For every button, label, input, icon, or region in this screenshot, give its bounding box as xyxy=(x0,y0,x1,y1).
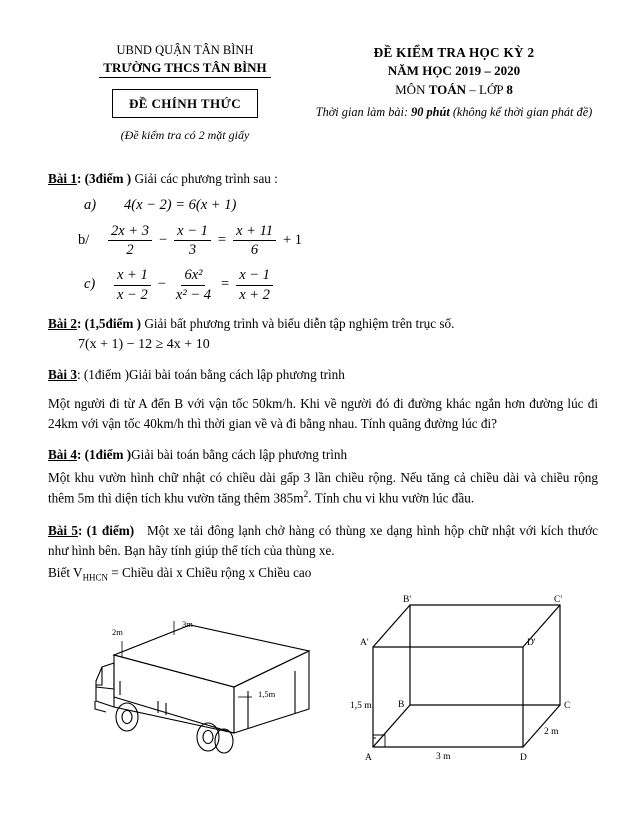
fraction-denominator: x − 2 xyxy=(117,286,148,303)
fraction-denominator: x + 2 xyxy=(239,286,270,303)
question-2-label: Bài 2 xyxy=(48,316,77,332)
fraction-numerator: 2x + 3 xyxy=(108,223,152,242)
question-3-points: : (1điểm ) xyxy=(76,367,129,383)
question-4-body xyxy=(48,468,598,508)
fraction-numerator: 6x² xyxy=(181,267,205,286)
question-4-body-part1: Một khu vườn hình chữ nhật có chiều dài gấp 3 lần chiều rộng. Nếu tăng cả chiều dài và chiều rộng thêm 5m thì diện tích khu vườn tăng thêm 385m xyxy=(48,470,598,506)
question-3-heading xyxy=(48,365,598,385)
exam-duration xyxy=(310,104,598,122)
question-1-text: Giải các phương trình sau : xyxy=(134,171,278,187)
vertex-c-prime: C' xyxy=(554,595,563,606)
question-2-points: : (1,5điểm ) xyxy=(76,316,142,332)
question-1-points: : (3điểm ) xyxy=(76,171,132,187)
question-1 xyxy=(48,169,598,303)
question-1a-label: a) xyxy=(84,196,97,213)
question-5-body: Một xe tải đông lạnh chở hàng có thùng xe dạng hình hộp chữ nhật với kích thước như hình bên. Bạn hãy tính giúp thể tích của thùng xe. xyxy=(48,523,599,559)
figures-row xyxy=(48,595,598,775)
vertex-c: C xyxy=(564,701,571,712)
fraction-1b-2 xyxy=(174,223,211,259)
question-2-text: Giải bất phương trình và biểu diễn tập nghiệm trên trục số. xyxy=(144,316,455,332)
header-right-block xyxy=(310,42,598,143)
question-4-exponent: 2 xyxy=(303,490,309,501)
truck-figure xyxy=(62,601,322,767)
prism-drawing xyxy=(348,595,608,765)
fraction-1b-3 xyxy=(233,223,276,259)
prism-length-label: 3 m xyxy=(436,752,451,763)
question-2 xyxy=(48,314,598,355)
fraction-1c-1 xyxy=(114,267,151,303)
question-4-heading xyxy=(48,445,598,465)
grade-separator: – LỚP xyxy=(466,81,507,97)
fraction-denominator: x² − 4 xyxy=(175,286,211,303)
fraction-denominator: 3 xyxy=(188,242,197,259)
question-2-expression: 7(x + 1) − 12 ≥ 4x + 10 xyxy=(78,337,210,353)
duration-suffix: (không kể thời gian phát đề) xyxy=(449,104,593,119)
question-5-heading xyxy=(48,521,598,561)
document-header xyxy=(0,0,642,143)
question-3 xyxy=(48,365,598,433)
fraction-numerator: x + 1 xyxy=(114,267,151,286)
exam-title: ĐỀ KIỂM TRA HỌC KỲ 2 xyxy=(373,45,535,60)
operator-minus: − xyxy=(157,276,166,293)
vertex-a: A xyxy=(365,753,372,764)
truck-length-label: 3m xyxy=(182,619,193,630)
operator-plus-one: + 1 xyxy=(283,232,303,248)
operator-minus: − xyxy=(158,232,168,248)
operator-equals: = xyxy=(217,232,227,248)
formula-prefix: Biết V xyxy=(48,564,83,580)
subject-prefix: MÔN xyxy=(395,81,429,97)
fraction-numerator: x − 1 xyxy=(174,223,211,242)
question-1-label: Bài 1 xyxy=(48,171,77,187)
question-5-label: Bài 5 xyxy=(48,523,78,539)
header-left-block xyxy=(60,42,310,143)
school-name: TRƯỜNG THCS TÂN BÌNH xyxy=(99,59,270,79)
question-4-points: : (1điểm ) xyxy=(76,446,132,462)
duration-value: 90 phút xyxy=(411,104,450,119)
fraction-denominator: 2 xyxy=(126,242,134,259)
question-2-heading xyxy=(48,314,598,334)
prism-figure xyxy=(348,595,608,771)
question-3-text: Giải bài toán bằng cách lập phương trình xyxy=(128,367,345,383)
question-1b-label: b/ xyxy=(78,232,90,248)
question-1-heading xyxy=(48,169,598,189)
question-5-formula xyxy=(48,563,598,585)
question-5 xyxy=(48,521,598,585)
question-1a-expression: 4(x − 2) = 6(x + 1) xyxy=(124,196,237,213)
school-year: NĂM HỌC 2019 – 2020 xyxy=(387,63,521,79)
exam-note: (Đề kiểm tra có 2 mặt giấy xyxy=(120,127,250,142)
question-1c-label: c) xyxy=(84,276,96,293)
truck-width-label: 1,5m xyxy=(258,689,276,700)
question-4-text: Giải bài toán bằng cách lập phương trình xyxy=(131,446,348,462)
vertex-b: B xyxy=(398,700,405,711)
fraction-1b-1 xyxy=(108,223,152,259)
authority-name: UBND QUẬN TÂN BÌNH xyxy=(116,43,254,57)
vertex-a-prime: A' xyxy=(360,638,369,649)
question-3-label: Bài 3 xyxy=(48,367,77,383)
formula-rest: = Chiều dài x Chiều rộng x Chiều cao xyxy=(107,564,312,580)
prism-height-label: 1,5 m xyxy=(350,701,372,712)
vertex-b-prime: B' xyxy=(403,595,412,606)
fraction-numerator: x − 1 xyxy=(236,267,273,286)
prism-depth-label: 2 m xyxy=(544,727,559,738)
vertex-d: D xyxy=(520,753,527,764)
question-5-points: : (1 điểm) xyxy=(77,523,135,539)
grade-number: 8 xyxy=(506,81,513,97)
question-4-body-part2: . Tính chu vi khu vườn lúc đầu. xyxy=(308,490,475,506)
question-1b xyxy=(78,223,598,259)
vertex-d-prime: D' xyxy=(527,638,536,649)
fraction-denominator: 6 xyxy=(250,242,259,259)
official-stamp: ĐỀ CHÍNH THỨC xyxy=(112,89,258,118)
subject-name: TOÁN xyxy=(428,81,467,97)
question-4-label: Bài 4 xyxy=(48,446,77,462)
subject-grade xyxy=(310,81,598,100)
fraction-1c-3 xyxy=(236,267,273,303)
question-1a xyxy=(84,195,598,217)
question-1c xyxy=(84,267,598,303)
duration-prefix: Thời gian làm bài: xyxy=(315,104,412,119)
truck-height-label: 2m xyxy=(112,627,123,638)
formula-subscript: HHCN xyxy=(82,572,108,583)
exam-content xyxy=(0,169,642,775)
fraction-numerator: x + 11 xyxy=(233,223,276,242)
question-4 xyxy=(48,445,598,509)
question-3-body: Một người đi từ A đến B với vận tốc 50km/h. Khi về người đó đi đường khác ngắn hơn đường lúc đi 24km với vận tốc 40km/h thì thời gian về và đi bằng nhau. Tính quãng đường lúc đi? xyxy=(48,395,598,431)
operator-equals: = xyxy=(221,276,230,293)
truck-drawing xyxy=(62,601,322,761)
fraction-1c-2 xyxy=(173,267,214,303)
